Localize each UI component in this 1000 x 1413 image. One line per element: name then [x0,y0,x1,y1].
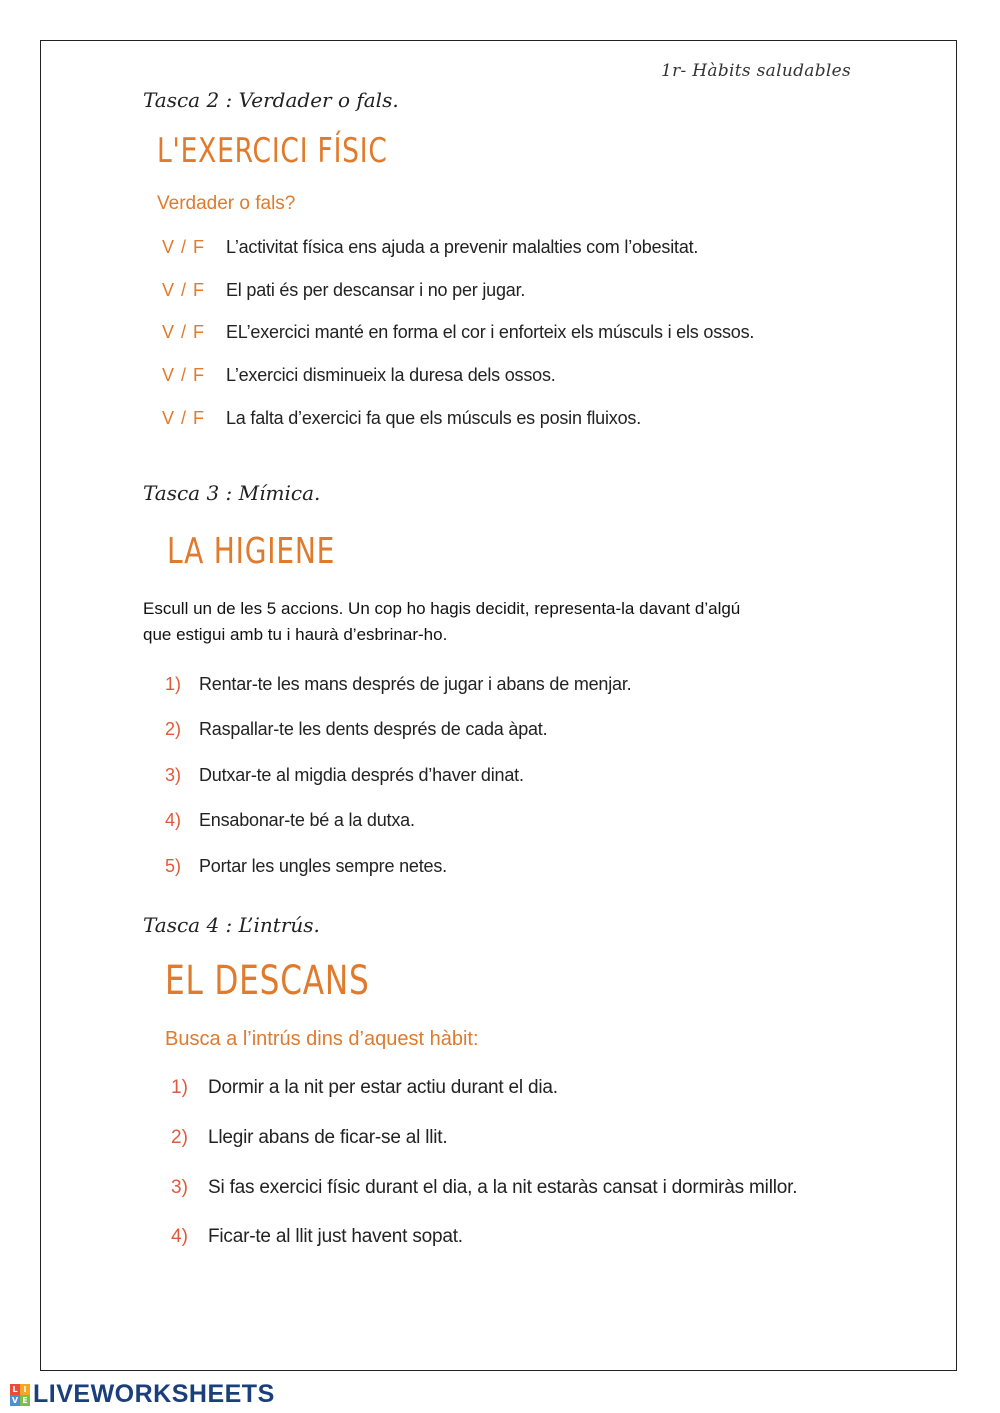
task3-heading [143,481,320,505]
item-number: 5) [165,856,182,876]
task2-question: Verdader o fals? [157,193,296,214]
statement-1: L’activitat física ens ajuda a prevenir malalties com l’obesitat. [226,237,699,257]
header-course-label: 1r- Hàbits saludables [661,61,851,81]
task2-label: Tasca 2 [143,88,220,112]
worksheet-page [40,40,957,1371]
task3-instructions-line1: Escull un de les 5 accions. Un cop ho hagis decidit, representa-la davant d’algú [143,599,741,618]
item-number: 4) [165,810,182,830]
vf-label: V / F [162,322,206,342]
task4-title: EL DESCANS [165,958,370,1004]
statement-3: EL’exercici manté en forma el cor i enforteix els músculs i els ossos. [226,322,755,342]
hygiene-action-5: Portar les ungles sempre netes. [199,856,447,876]
logo-mark-cell: L [10,1384,20,1395]
hygiene-action-2: Raspallar-te les dents després de cada àpat. [199,719,548,739]
logo-mark-cell: I [20,1384,30,1395]
item-number: 4) [171,1226,188,1247]
rest-option-1: Dormir a la nit per estar actiu durant el dia. [208,1077,558,1098]
task3-separator: : [225,481,233,505]
item-number: 1) [165,674,182,694]
rest-option-2: Llegir abans de ficar-se al llit. [208,1127,448,1148]
liveworksheets-logo[interactable] [10,1380,275,1409]
liveworksheets-logo-text: LIVEWORKSHEETS [33,1380,275,1408]
task3-instructions-line2: que estigui amb tu i haurà d’esbrinar-ho. [143,625,448,644]
task2-title: L'EXERCICI FÍSIC [157,131,388,171]
task3-instructions [143,596,883,648]
rest-option-4: Ficar-te al llit just havent sopat. [208,1226,463,1247]
task3-label: Tasca 3 [143,481,220,505]
hygiene-action-4: Ensabonar-te bé a la dutxa. [199,810,415,830]
hygiene-action-1: Rentar-te les mans després de jugar i abans de menjar. [199,674,632,694]
item-number: 2) [165,719,182,739]
logo-mark-cell: E [20,1395,30,1406]
task2-subtitle: Verdader o fals. [238,88,399,112]
task3-subtitle: Mímica. [238,481,321,505]
task3-title: LA HIGIENE [167,531,336,572]
hygiene-action-3: Dutxar-te al migdia després d’haver dinat. [199,765,524,785]
logo-mark-cell: V [11,1395,19,1405]
vf-label: V / F [162,408,206,428]
task2-heading [143,88,399,112]
statement-2: El pati és per descansar i no per jugar. [226,280,526,300]
item-number: 3) [171,1177,188,1198]
statement-4: L’exercici disminueix la duresa dels ossos. [226,365,556,385]
task2-separator: : [225,88,233,112]
item-number: 2) [171,1127,188,1148]
task4-label: Tasca 4 [143,913,220,937]
task4-separator: : [225,913,233,937]
rest-option-3: Si fas exercici físic durant el dia, a la nit estaràs cansat i dormiràs millor. [208,1177,798,1198]
item-number: 3) [165,765,182,785]
vf-label: V / F [162,237,206,257]
task4-question: Busca a l’intrús dins d’aquest hàbit: [165,1028,479,1050]
statement-5: La falta d’exercici fa que els músculs es posin fluixos. [226,408,642,428]
task4-subtitle: L’intrús. [238,913,320,937]
liveworksheets-logo-mark [10,1384,30,1406]
vf-label: V / F [162,280,206,300]
vf-label: V / F [162,365,206,385]
task4-heading [143,913,320,937]
item-number: 1) [171,1077,188,1098]
